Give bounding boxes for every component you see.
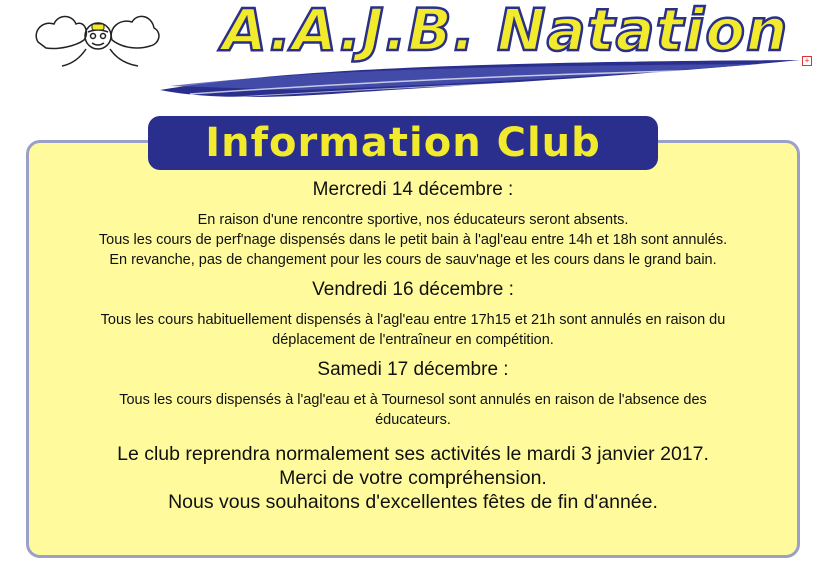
closing-line: Nous vous souhaitons d'excellentes fêtes de fin d'année. <box>168 491 658 513</box>
information-club-banner <box>148 116 658 170</box>
closing-message <box>26 442 800 514</box>
section-day-title: Samedi 17 décembre : <box>317 359 509 380</box>
section-friday <box>26 278 800 350</box>
plus-box-icon: + <box>802 56 812 66</box>
banner-title: Information Club <box>205 120 601 166</box>
closing-line: Merci de votre compréhension. <box>279 467 547 489</box>
section-line: Tous les cours de perf'nage dispensés dans le petit bain à l'agl'eau entre 14h et 18h sont annulés. <box>98 232 728 248</box>
section-line: déplacement de l'entraîneur en compétition. <box>272 332 554 348</box>
section-line: En raison d'une rencontre sportive, nos éducateurs seront absents. <box>197 212 629 228</box>
brush-swoosh-decoration <box>160 56 800 106</box>
section-wednesday <box>26 178 800 270</box>
section-line: éducateurs. <box>375 412 451 428</box>
header <box>0 0 816 110</box>
section-day-title: Vendredi 16 décembre : <box>312 279 514 300</box>
section-line: Tous les cours habituellement dispensés à l'agl'eau entre 17h15 et 21h sont annulés en raison du <box>100 312 726 328</box>
closing-line: Le club reprendra normalement ses activités le mardi 3 janvier 2017. <box>117 443 709 465</box>
section-line: Tous les cours dispensés à l'agl'eau et à Tournesol sont annulés en raison de l'absence des <box>119 392 707 408</box>
section-day-title: Mercredi 14 décembre : <box>312 179 514 200</box>
club-brand-title: A.A.J.B. Natation <box>222 0 789 64</box>
swimmer-mascot-icon <box>28 2 168 72</box>
section-saturday <box>26 358 800 430</box>
section-line: En revanche, pas de changement pour les cours de sauv'nage et les cours dans le grand bain. <box>109 252 717 268</box>
announcement-content <box>26 170 800 514</box>
